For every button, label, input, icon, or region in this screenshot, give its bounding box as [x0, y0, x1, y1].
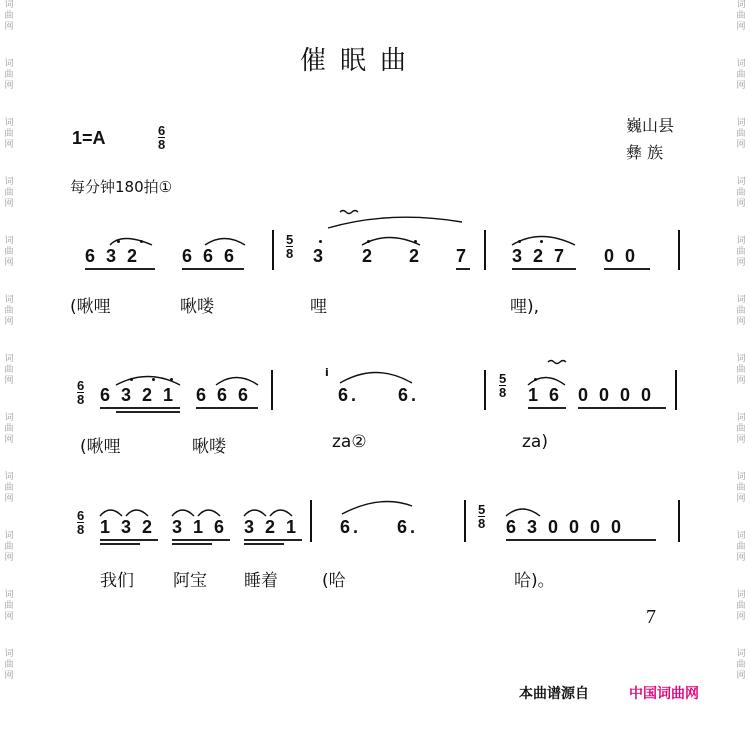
watermark-glyph: 词 [4, 295, 14, 305]
l3-notes-b: 3 1 6 [172, 517, 228, 537]
l3-note-d: 6. [340, 517, 362, 537]
watermark-glyph: 词 [736, 177, 746, 187]
time-top: 6 [158, 123, 166, 138]
watermark-glyph: 词 [736, 59, 746, 69]
watermark-glyph: 词 [736, 472, 746, 482]
watermark-glyph: 网 [736, 494, 746, 504]
watermark-glyph: 词 [4, 118, 14, 128]
watermark-glyph: 曲 [736, 601, 746, 611]
source-label: 本曲谱源自 [519, 686, 589, 702]
site-name-link[interactable]: 中国词曲网 [629, 686, 699, 702]
l2-rests: 0 0 0 0 [578, 385, 655, 405]
l1-lyric-d: 哩), [510, 297, 540, 317]
watermark-glyph: 曲 [4, 247, 14, 257]
watermark-glyph: 网 [4, 199, 14, 209]
watermark-glyph: 曲 [736, 11, 746, 21]
time-top: 5 [286, 232, 294, 247]
l1-notes-a: 6 3 2 [85, 246, 141, 266]
watermark-glyph: 曲 [4, 188, 14, 198]
watermark-glyph: 词 [736, 354, 746, 364]
l1-rests: 0 0 [604, 246, 639, 266]
l3-notes-f: 6 3 0 0 0 0 [506, 517, 625, 537]
watermark-glyph: 曲 [4, 424, 14, 434]
watermark-glyph: 词 [736, 0, 746, 10]
slur [512, 237, 575, 246]
watermark-glyph: 词 [4, 177, 14, 187]
watermark-glyph: 词 [4, 590, 14, 600]
time-bottom: 8 [158, 137, 166, 152]
l1-note-f: 7 [456, 246, 470, 266]
l2-note-d: 6. [398, 385, 420, 405]
watermark-glyph: 词 [4, 354, 14, 364]
slur [506, 509, 540, 516]
slur [100, 510, 122, 516]
watermark-glyph: 词 [4, 236, 14, 246]
l1-notes-g: 3 2 7 [512, 246, 568, 266]
l2-lyric-a: (啾哩 [80, 437, 121, 457]
watermark-glyph: 网 [736, 140, 746, 150]
origin-people: 彝 族 [626, 143, 664, 162]
l1-note-d: 2 [362, 246, 376, 266]
watermark-glyph: 词 [736, 236, 746, 246]
tie [342, 502, 412, 515]
l3-lyric-c: 睡着 [244, 571, 278, 591]
watermark-glyph: 曲 [4, 483, 14, 493]
time-bottom: 8 [77, 522, 85, 537]
watermark-glyph: 曲 [4, 11, 14, 21]
l1-lyric-a: (啾哩 [70, 297, 111, 317]
watermark-glyph: 网 [736, 258, 746, 268]
watermark-glyph: 词 [4, 531, 14, 541]
l3-note-e: 6. [397, 517, 419, 537]
watermark-glyph: 网 [4, 435, 14, 445]
watermark-glyph: 词 [4, 0, 14, 10]
time-bottom: 8 [77, 392, 85, 407]
l3-lyric-a: 我们 [100, 571, 134, 591]
time-top: 6 [77, 508, 85, 523]
slur [172, 510, 194, 516]
watermark-glyph: 网 [4, 317, 14, 327]
watermark-glyph: 网 [4, 140, 14, 150]
watermark-glyph: 曲 [736, 306, 746, 316]
watermark-glyph: 网 [736, 199, 746, 209]
l2-lyric-d: za) [522, 432, 548, 452]
watermark-glyph: 网 [736, 553, 746, 563]
watermark-glyph: 网 [736, 81, 746, 91]
l2-notes-a: 6 3 2 1 [100, 385, 177, 405]
watermark-glyph: 曲 [4, 601, 14, 611]
watermark-glyph: 词 [736, 295, 746, 305]
wavy-mark [548, 361, 566, 364]
watermark-glyph: 曲 [736, 247, 746, 257]
slur [244, 510, 266, 516]
watermark-glyph: 曲 [4, 306, 14, 316]
time-top: 5 [499, 371, 507, 386]
l1-lyric-b: 啾喽 [180, 297, 214, 317]
watermark-glyph: 网 [736, 376, 746, 386]
time-top: 5 [478, 502, 486, 517]
watermark-glyph: 词 [736, 118, 746, 128]
watermark-glyph: 网 [4, 553, 14, 563]
watermark-glyph: 曲 [736, 70, 746, 80]
origin-county: 巍山县 [626, 116, 675, 135]
watermark-glyph: 词 [4, 472, 14, 482]
wavy-mark [340, 211, 358, 214]
page-number: 7 [646, 606, 656, 628]
watermark-glyph: 词 [4, 649, 14, 659]
time-top: 6 [77, 378, 85, 393]
watermark-glyph: 曲 [736, 365, 746, 375]
watermark-glyph: 网 [736, 317, 746, 327]
slur [110, 239, 152, 246]
l3-lyric-b: 阿宝 [173, 571, 207, 591]
watermark-glyph: 词 [736, 531, 746, 541]
time-bottom: 8 [286, 246, 294, 261]
watermark-glyph: 网 [4, 376, 14, 386]
watermark-glyph: 曲 [736, 542, 746, 552]
l3-lyric-e: 哈)。 [514, 571, 555, 591]
watermark-glyph: 网 [4, 612, 14, 622]
slur [328, 217, 462, 228]
slur [216, 378, 258, 386]
slur [126, 510, 148, 516]
watermark-glyph: 词 [4, 413, 14, 423]
l1-note-c: 3 [313, 246, 327, 266]
tempo-marking: 每分钟180拍① [70, 178, 173, 196]
watermark-glyph: 网 [736, 671, 746, 681]
watermark-glyph: 曲 [4, 365, 14, 375]
watermark-glyph: 曲 [4, 70, 14, 80]
watermark-glyph: 曲 [4, 660, 14, 670]
watermark-glyph: 网 [4, 22, 14, 32]
watermark-glyph: 曲 [4, 129, 14, 139]
l2-note-c: 6. [338, 385, 360, 405]
time-bottom: 8 [478, 516, 486, 531]
slur [270, 510, 292, 516]
slur [205, 239, 245, 246]
slur [198, 510, 220, 516]
l3-lyric-d: (哈 [322, 571, 346, 591]
watermark-glyph: 词 [736, 590, 746, 600]
watermark-glyph: 曲 [736, 188, 746, 198]
watermark-glyph: 词 [736, 413, 746, 423]
slur [528, 378, 565, 386]
watermark-glyph: 词 [4, 59, 14, 69]
slur [362, 238, 420, 246]
watermark-glyph: 曲 [736, 483, 746, 493]
l2-notes-b: 6 6 6 [196, 385, 252, 405]
time-bottom: 8 [499, 385, 507, 400]
watermark-glyph: 网 [4, 671, 14, 681]
l2-lyric-b: 啾喽 [192, 437, 226, 457]
watermark-glyph: 网 [736, 22, 746, 32]
l2-grace-note: i [325, 366, 329, 379]
l3-notes-c: 3 2 1 [244, 517, 300, 537]
l2-lyric-c: za② [332, 432, 367, 452]
watermark-glyph: 网 [4, 494, 14, 504]
watermark-glyph: 网 [4, 81, 14, 91]
watermark-glyph: 曲 [736, 424, 746, 434]
l2-notes-e: 1 6 [528, 385, 563, 405]
watermark-glyph: 网 [736, 612, 746, 622]
watermark-glyph: 网 [736, 435, 746, 445]
tie [340, 373, 412, 384]
l3-notes-a: 1 3 2 [100, 517, 156, 537]
key-signature: 1=A [72, 128, 106, 148]
l1-notes-b: 6 6 6 [182, 246, 238, 266]
watermark-glyph: 网 [4, 258, 14, 268]
slur [116, 377, 180, 386]
watermark-glyph: 曲 [4, 542, 14, 552]
song-title: 催眠曲 [300, 46, 421, 76]
l1-lyric-c: 哩 [310, 297, 327, 317]
watermark-glyph: 词 [736, 649, 746, 659]
l1-note-e: 2 [409, 246, 423, 266]
watermark-glyph: 曲 [736, 660, 746, 670]
watermark-glyph: 曲 [736, 129, 746, 139]
